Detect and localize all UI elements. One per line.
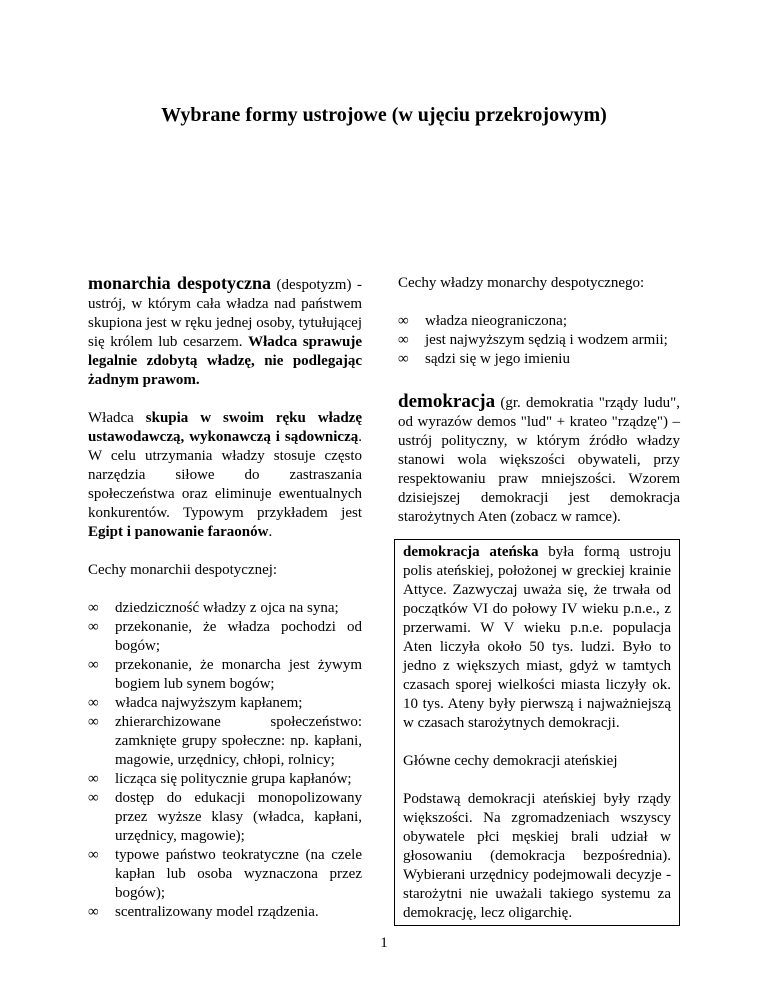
infinity-bullet-icon: ∞ [88, 790, 99, 806]
power-title: Cechy władzy monarchy despotycznego: [398, 275, 645, 291]
infinity-bullet-icon: ∞ [398, 351, 409, 367]
list-item [88, 656, 362, 694]
infinity-bullet-icon: ∞ [88, 600, 99, 616]
athenian-text: była formą ustroju polis ateńskiej, położonej w greckiej krainie Attyce. Zazwyczaj uważa się, że trwała od początków VI do połowy IV wieku p.n.e., z przerwami. W V wieku p.n.e. populacja Aten liczyła około 50 tys. ludzi. Było to jedno z większych miast, gdyż w tamtych czasach sporej wielkości miasta liczyły ok. 10 tys. Ateny były pierwszą i najważniejszą w czasach starożytnych demokracji. [403, 544, 671, 731]
list-item-text: typowe państwo teokratyczne (na czele kapłan lub osoba wyznaczona przez bogów); [115, 847, 362, 901]
list-item-text: sądzi się w jego imieniu [425, 351, 570, 367]
athenian-subtitle: Główne cechy demokracji ateńskiej [403, 753, 618, 769]
list-item [88, 903, 362, 922]
list-item-text: zhierarchizowane społeczeństwo: zamknięte grupy społeczne: np. kapłani, magowie, urzędnicy, chłopi, rolnicy; [115, 714, 362, 768]
text-run: . W celu utrzymania władzy stosuje często narzędzia siłowe do zastraszania społeczeństwa oraz eliminuje ewentualnych konkurentów. Typowym przykładem jest [88, 429, 362, 521]
list-item [398, 312, 680, 331]
infinity-bullet-icon: ∞ [88, 904, 99, 920]
monarchy-intro-text: - ustrój, w którym cała władza nad państwem skupiona jest w ręku jednej osoby, tytułującej się królem lub cesarzem. [88, 277, 362, 350]
monarchy-term-suffix: (despotyzm) [270, 277, 352, 293]
list-item-text: jest najwyższym sędzią i wodzem armii; [425, 332, 668, 348]
list-item-text: scentralizowany model rządzenia. [115, 904, 319, 920]
list-item [88, 770, 362, 789]
list-item-text: władza nieograniczona; [425, 313, 568, 329]
features-title: Cechy monarchii despotycznej: [88, 562, 278, 578]
monarchy-paragraph [88, 409, 362, 542]
infinity-bullet-icon: ∞ [88, 847, 99, 863]
infinity-bullet-icon: ∞ [88, 714, 99, 730]
infinity-bullet-icon: ∞ [398, 313, 409, 329]
list-item-text: dziedziczność władzy z ojca na syna; [115, 600, 339, 616]
democracy-term: demokracja [398, 391, 496, 412]
monarchy-intro-bold: Władca sprawuje legalnie zdobytą władzę, nie podlegając żadnym prawom. [88, 334, 363, 388]
list-item [88, 789, 362, 846]
list-item-text: władca najwyższym kapłanem; [115, 695, 303, 711]
monarchy-intro [88, 274, 362, 390]
democracy-definition [398, 392, 680, 527]
text-run-bold: Egipt i panowanie faraonów [88, 524, 269, 540]
list-item-text: dostęp do edukacji monopolizowany przez wyższe klasy (władca, kapłani, urzędnicy, magowie); [115, 790, 362, 844]
infinity-bullet-icon: ∞ [88, 657, 99, 673]
page-title: Wybrane formy ustrojowe (w ujęciu przekrojowym) [161, 104, 607, 126]
infinity-bullet-icon: ∞ [88, 619, 99, 635]
monarchy-term: monarchia despotyczna [88, 273, 271, 293]
power-features-list [398, 312, 680, 369]
list-item [88, 694, 362, 713]
list-item [88, 713, 362, 770]
list-item [398, 331, 680, 350]
infinity-bullet-icon: ∞ [88, 771, 99, 787]
monarchy-features-list [88, 599, 362, 922]
text-run: Władca [88, 410, 146, 426]
left-column [88, 274, 362, 922]
democracy-text: (gr. demokratia "rządy ludu", od wyrazów demos "lud" + krateo "rządzę") – ustrój polityczny, w którym źródło władzy stanowi wola większości obywateli, przy respektowaniu praw mniejszości. Wzorem dzisiejszej demokracji jest demokracja starożytnych Aten (zobacz w ramce). [398, 395, 680, 525]
list-item-text: licząca się politycznie grupa kapłanów; [115, 771, 352, 787]
list-item [398, 350, 680, 369]
infinity-bullet-icon: ∞ [398, 332, 409, 348]
right-column [398, 274, 680, 926]
infinity-bullet-icon: ∞ [88, 695, 99, 711]
list-item [88, 846, 362, 903]
list-item [88, 618, 362, 656]
athenian-term: demokracja ateńska [403, 544, 539, 560]
page-number: 1 [380, 935, 388, 951]
text-run: . [268, 524, 273, 540]
athenian-democracy-box [394, 539, 680, 926]
text-run-bold: skupia w swoim ręku władzę ustawodawczą, wykonawczą i sądowniczą [88, 410, 362, 445]
list-item [88, 599, 362, 618]
athenian-paragraph [403, 543, 671, 733]
list-item-text: przekonanie, że monarcha jest żywym bogiem lub synem bogów; [115, 657, 362, 692]
athenian-features: Podstawą demokracji ateńskiej były rządy większości. Na zgromadzeniach wszyscy obywatele płci męskiej brali udział w głosowaniu (demokracja bezpośrednia). Wybierani urzędnicy podejmowali decyzje - starożytni nie uważali takiego systemu za demokrację, lecz oligarchię. [403, 791, 671, 921]
list-item-text: przekonanie, że władza pochodzi od bogów; [115, 619, 362, 654]
